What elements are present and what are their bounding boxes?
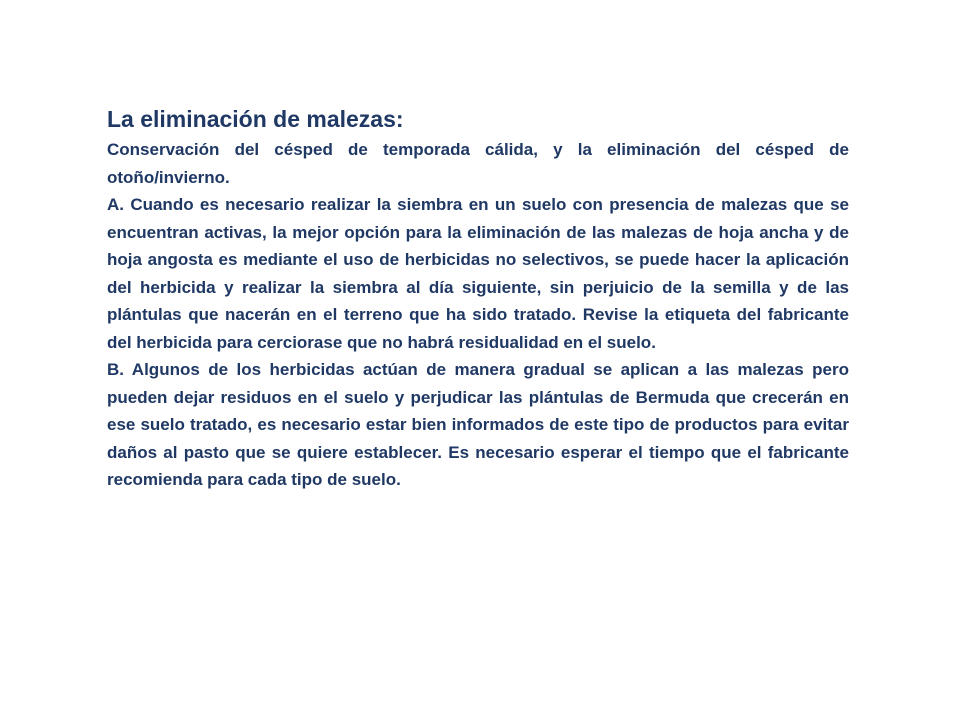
paragraph-a: A. Cuando es necesario realizar la siembra en un suelo con presencia de malezas que se encuentran activas, la mejor opción para la eliminación de las malezas de hoja ancha y de hoja angosta es mediante el uso de herbicidas no selectivos, se puede hacer la aplicación del herbicida y realizar la siembra al día siguiente, sin perjuicio de la semilla y de las plántulas que nacerán en el terreno que ha sido tratado. Revise la etiqueta del fabricante del herbicida para cerciorase que no habrá residualidad en el suelo. (107, 195, 849, 352)
paragraph-b: B. Algunos de los herbicidas actúan de manera gradual se aplican a las malezas pero pueden dejar residuos en el suelo y perjudicar las plántulas de Bermuda que crecerán en ese suelo tratado, es necesario estar bien informados de este tipo de productos para evitar daños al pasto que se quiere establecer. Es necesario esperar el tiempo que el fabricante recomienda para cada tipo de suelo. (107, 360, 849, 489)
slide-subtitle: Conservación del césped de temporada cálida, y la eliminación del césped de otoño/invierno. (107, 140, 849, 187)
slide-content (107, 104, 849, 494)
slide-title: La eliminación de malezas: (107, 106, 404, 132)
